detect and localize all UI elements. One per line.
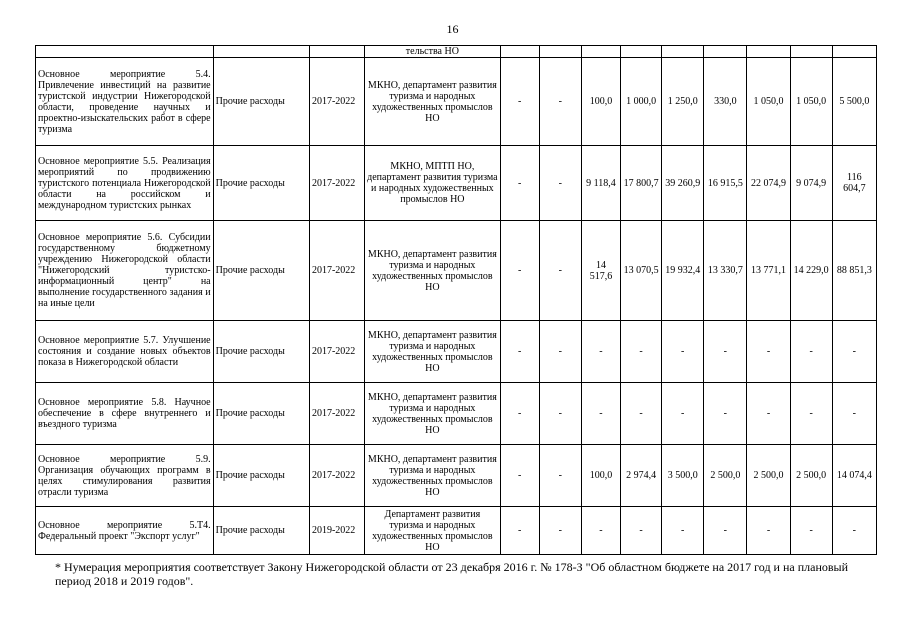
value-cell: - (539, 221, 581, 321)
value-cell: - (747, 321, 790, 383)
value-cell: - (539, 146, 581, 221)
value-cell: 22 074,9 (747, 146, 790, 221)
value-cell: - (662, 321, 704, 383)
value-cell: 1 250,0 (662, 58, 704, 146)
value-cell: 39 260,9 (662, 146, 704, 221)
activity-name-cell: Основное мероприятие 5.7. Улучшение состояния и создание новых объектов показа в Нижегородской области (36, 321, 214, 383)
expense-type-cell: Прочие расходы (213, 445, 309, 507)
period-cell: 2017-2022 (309, 221, 364, 321)
table-cell (662, 46, 704, 58)
value-cell: - (500, 321, 539, 383)
activity-name-cell: Основное мероприятие 5.4. Привлечение инвестиций на развитие туристской индустрии Нижегородской области, проведение научных и проектно-изыскательских работ в сфере туризма (36, 58, 214, 146)
value-cell: 14 517,6 (581, 221, 620, 321)
value-cell: 17 800,7 (621, 146, 662, 221)
value-cell: - (621, 507, 662, 555)
period-cell: 2017-2022 (309, 321, 364, 383)
value-cell: 9 118,4 (581, 146, 620, 221)
value-cell: 14 074,4 (832, 445, 876, 507)
table-row (36, 507, 877, 555)
period-cell: 2019-2022 (309, 507, 364, 555)
value-cell: 88 851,3 (832, 221, 876, 321)
table-cell (832, 46, 876, 58)
period-cell: 2017-2022 (309, 383, 364, 445)
value-cell: 100,0 (581, 58, 620, 146)
value-cell: - (539, 383, 581, 445)
value-cell: - (832, 507, 876, 555)
value-cell: - (581, 383, 620, 445)
value-cell: 2 500,0 (790, 445, 832, 507)
value-cell: - (704, 383, 747, 445)
value-cell: - (539, 58, 581, 146)
value-cell: 5 500,0 (832, 58, 876, 146)
value-cell: - (500, 221, 539, 321)
value-cell: - (621, 383, 662, 445)
period-cell: 2017-2022 (309, 58, 364, 146)
value-cell: - (704, 507, 747, 555)
executor-cell: МКНО, департамент развития туризма и народных художественных промыслов НО (365, 445, 500, 507)
executor-cell: МКНО, департамент развития туризма и народных художественных промыслов НО (365, 321, 500, 383)
value-cell: 13 771,1 (747, 221, 790, 321)
table-row (36, 383, 877, 445)
value-cell: - (790, 321, 832, 383)
value-cell: 19 932,4 (662, 221, 704, 321)
executor-cell: Департамент развития туризма и народных художественных промыслов НО (365, 507, 500, 555)
value-cell: - (539, 507, 581, 555)
budget-table (35, 45, 877, 555)
table-row (36, 146, 877, 221)
value-cell: - (747, 507, 790, 555)
value-cell: 9 074,9 (790, 146, 832, 221)
value-cell: - (539, 321, 581, 383)
value-cell: - (662, 383, 704, 445)
page-number: 16 (446, 22, 459, 36)
activity-name-cell: Основное мероприятие 5.8. Научное обеспечение в сфере внутреннего и въездного туризма (36, 383, 214, 445)
value-cell: - (500, 445, 539, 507)
table-cell (581, 46, 620, 58)
table-cell (36, 46, 214, 58)
value-cell: 3 500,0 (662, 445, 704, 507)
value-cell: - (790, 383, 832, 445)
value-cell: - (662, 507, 704, 555)
value-cell: - (790, 507, 832, 555)
activity-name-cell: Основное мероприятие 5.9. Организация обучающих программ в целях стимулирования развития отрасли туризма (36, 445, 214, 507)
table-cell (747, 46, 790, 58)
value-cell: - (704, 321, 747, 383)
value-cell: - (832, 383, 876, 445)
activity-name-cell: Основное мероприятие 5.5. Реализация мероприятий по продвижению туристского потенциала Нижегородской области на российском и международном туристских рынках (36, 146, 214, 221)
value-cell: - (832, 321, 876, 383)
value-cell: - (581, 507, 620, 555)
executor-cell: тельства НО (365, 46, 500, 58)
table-cell (309, 46, 364, 58)
executor-cell: МКНО, МПТП НО, департамент развития туризма и народных художественных промыслов НО (365, 146, 500, 221)
table-cell (790, 46, 832, 58)
executor-cell: МКНО, департамент развития туризма и народных художественных промыслов НО (365, 58, 500, 146)
table-cell (500, 46, 539, 58)
expense-type-cell: Прочие расходы (213, 221, 309, 321)
expense-type-cell: Прочие расходы (213, 58, 309, 146)
value-cell: 13 330,7 (704, 221, 747, 321)
value-cell: 2 974,4 (621, 445, 662, 507)
period-cell: 2017-2022 (309, 445, 364, 507)
value-cell: 16 915,5 (704, 146, 747, 221)
expense-type-cell: Прочие расходы (213, 146, 309, 221)
table-row (36, 58, 877, 146)
value-cell: - (500, 58, 539, 146)
activity-name-cell: Основное мероприятие 5.6. Субсидии государственному бюджетному учреждению Нижегородской области "Нижегородский туристско-информационный центр" на выполнение государственного задания и на иные цели (36, 221, 214, 321)
value-cell: - (621, 321, 662, 383)
executor-cell: МКНО, департамент развития туризма и народных художественных промыслов НО (365, 383, 500, 445)
value-cell: 330,0 (704, 58, 747, 146)
value-cell: 100,0 (581, 445, 620, 507)
table-row (36, 445, 877, 507)
footnote: * Нумерация мероприятия соответствует Закону Нижегородской области от 23 декабря 2016 г. № 178-З "Об областном бюджете на 2017 год и на плановый период 2018 и 2019 годов". (55, 560, 849, 588)
table-row-continuation (36, 46, 877, 58)
table-row (36, 321, 877, 383)
value-cell: 1 050,0 (790, 58, 832, 146)
value-cell: 1 050,0 (747, 58, 790, 146)
value-cell: 116 604,7 (832, 146, 876, 221)
executor-cell: МКНО, департамент развития туризма и народных художественных промыслов НО (365, 221, 500, 321)
table-cell (704, 46, 747, 58)
value-cell: - (539, 445, 581, 507)
value-cell: 1 000,0 (621, 58, 662, 146)
expense-type-cell: Прочие расходы (213, 383, 309, 445)
value-cell: - (747, 383, 790, 445)
value-cell: - (581, 321, 620, 383)
value-cell: 13 070,5 (621, 221, 662, 321)
activity-name-cell: Основное мероприятие 5.Т4. Федеральный проект "Экспорт услуг" (36, 507, 214, 555)
value-cell: - (500, 383, 539, 445)
period-cell: 2017-2022 (309, 146, 364, 221)
table-cell (621, 46, 662, 58)
table-cell (213, 46, 309, 58)
table-row (36, 221, 877, 321)
value-cell: - (500, 507, 539, 555)
value-cell: 2 500,0 (704, 445, 747, 507)
expense-type-cell: Прочие расходы (213, 507, 309, 555)
value-cell: - (500, 146, 539, 221)
table-cell (539, 46, 581, 58)
expense-type-cell: Прочие расходы (213, 321, 309, 383)
value-cell: 14 229,0 (790, 221, 832, 321)
value-cell: 2 500,0 (747, 445, 790, 507)
